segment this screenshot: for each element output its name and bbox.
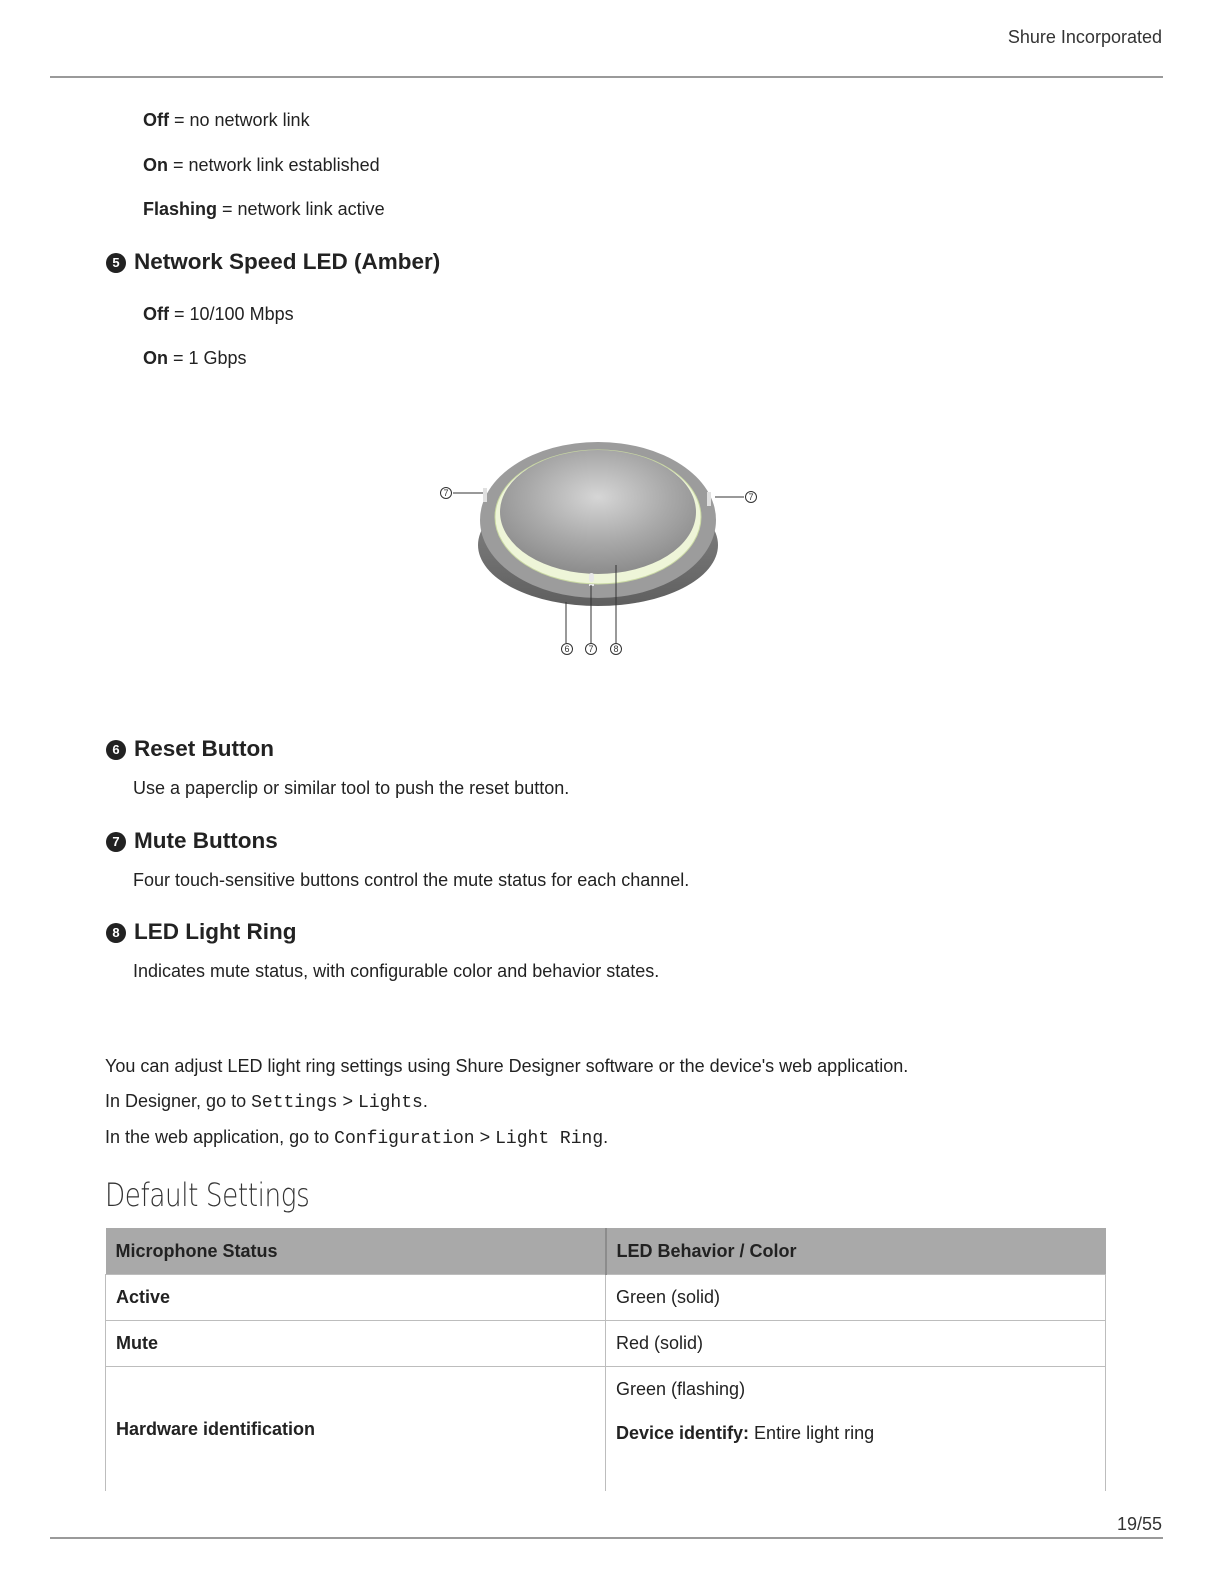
table-header-row	[106, 1228, 1106, 1275]
network-link-flashing: Flashing = network link active	[143, 199, 385, 219]
callout-number: 7	[106, 832, 126, 852]
device-diagram	[420, 420, 780, 670]
adjust-intro: You can adjust LED light ring settings using Shure Designer software or the device's web application.	[105, 1056, 909, 1076]
table-header-status: Microphone Status	[106, 1228, 606, 1275]
device-dome	[500, 450, 696, 574]
row-status: Active	[106, 1275, 606, 1321]
mute-heading: 7 Mute Buttons	[106, 828, 278, 854]
reset-heading: 6 Reset Button	[106, 736, 274, 762]
company-name: Shure Incorporated	[1007, 27, 1162, 47]
callout-number: 8	[106, 923, 126, 943]
svg-text:7: 7	[588, 644, 594, 654]
page-number: 19/55	[1116, 1514, 1162, 1534]
row-behavior	[606, 1367, 1106, 1492]
led-ring-description: Indicates mute status, with configurable color and behavior states.	[133, 961, 660, 981]
table-row	[106, 1321, 1106, 1367]
table-row	[106, 1275, 1106, 1321]
row-status: Hardware identification	[106, 1367, 606, 1492]
row-behavior: Green (solid)	[606, 1275, 1106, 1321]
speed-on: On = 1 Gbps	[143, 348, 247, 368]
svg-text:7: 7	[443, 488, 449, 498]
reset-description: Use a paperclip or similar tool to push the reset button.	[133, 778, 570, 798]
mute-button-right	[707, 492, 711, 506]
designer-path: In Designer, go to Settings > Lights.	[105, 1091, 428, 1113]
network-link-off: Off = no network link	[143, 110, 310, 130]
mute-button-front	[589, 573, 594, 586]
default-settings-table	[105, 1228, 1106, 1491]
table-row	[106, 1367, 1106, 1492]
led-ring-heading: 8 LED Light Ring	[106, 919, 296, 945]
default-settings-heading: Default Settings	[105, 1176, 310, 1214]
device-identify-note: Device identify: Entire light ring	[616, 1423, 875, 1443]
mute-description: Four touch-sensitive buttons control the mute status for each channel.	[133, 870, 690, 890]
svg-text:6: 6	[564, 644, 570, 654]
row-behavior: Red (solid)	[606, 1321, 1106, 1367]
svg-text:7: 7	[748, 492, 754, 502]
header-rule	[50, 76, 1163, 78]
mute-button-left	[483, 488, 487, 502]
footer-rule	[50, 1537, 1163, 1539]
behavior-value: Green (flashing)	[616, 1379, 746, 1399]
network-speed-heading: 5 Network Speed LED (Amber)	[106, 249, 440, 275]
network-link-on: On = network link established	[143, 155, 380, 175]
table-header-behavior: LED Behavior / Color	[606, 1228, 1106, 1275]
web-app-path: In the web application, go to Configuration > Light Ring.	[105, 1127, 609, 1149]
callout-number: 6	[106, 740, 126, 760]
row-status: Mute	[106, 1321, 606, 1367]
callout-number: 5	[106, 253, 126, 273]
speed-off: Off = 10/100 Mbps	[143, 304, 294, 324]
svg-text:8: 8	[613, 644, 619, 654]
